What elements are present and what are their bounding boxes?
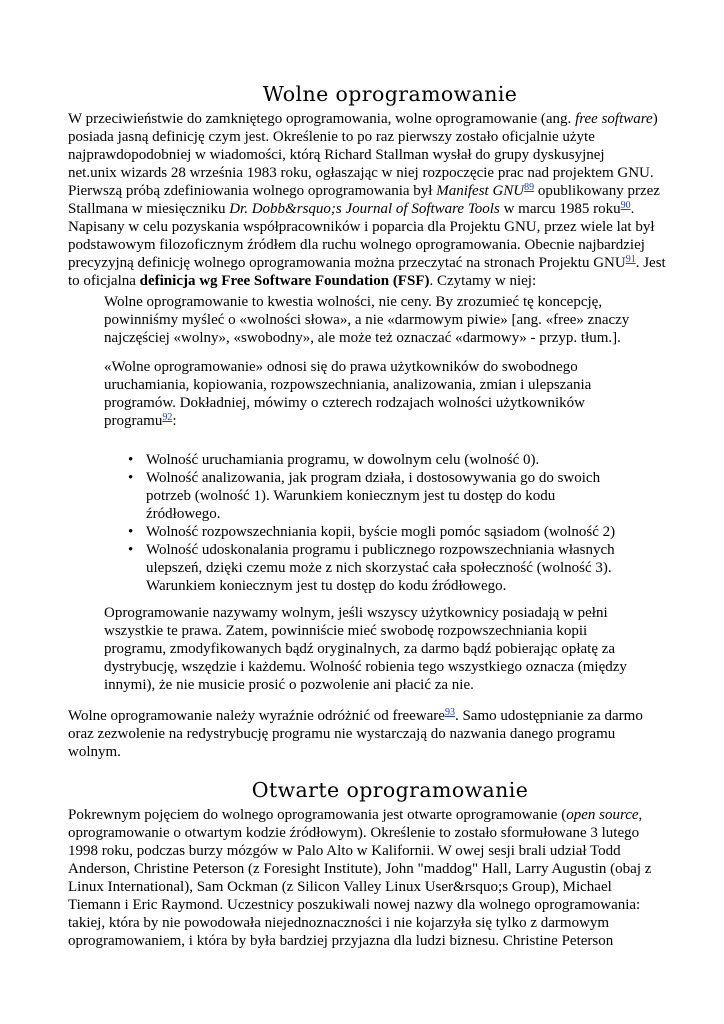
footnote-link-91[interactable]: 91 bbox=[625, 254, 636, 265]
text-line: net.unix wizards 28 września 1983 roku, ogłaszając w niej rozpoczęcie prac nad projektem GNU. bbox=[68, 165, 654, 181]
text-line: programów. Dokładniej, mówimy o czterech rodzajach wolności użytkowników bbox=[104, 395, 585, 411]
text-line: precyzyjną definicję wolnego oprogramowania można przeczytać na stronach Projektu GNU$^{91}$. Jest bbox=[68, 254, 666, 271]
text-line: posiada jasną definicję czym jest. Określenie to po raz pierwszy zostało oficjalnie użyte bbox=[68, 129, 595, 145]
text-line: wszystkie te prawa. Zatem, powinniście mieć swobodę rozpowszechniania kopii bbox=[104, 623, 588, 639]
text-line: Wolne oprogramowanie to kwestia wolności, nie ceny. By zrozumieć tę koncepcję, bbox=[104, 294, 603, 310]
text-line: to oficjalna definicja wg Free Software Foundation (FSF). Czytamy w niej: bbox=[68, 273, 537, 289]
text-line: wolnym. bbox=[68, 744, 121, 760]
section-heading-open-source: Otwarte oprogramowanie bbox=[251, 778, 529, 802]
open-source-paragraph bbox=[68, 806, 651, 950]
text-line: najczęściej «wolny», «swobodny», ale może też oznaczać «darmowy» - przyp. tłum.]. bbox=[104, 330, 621, 346]
text-line: uruchamiania, kopiowania, rozpowszechniania, analizowania, zmian i ulepszania bbox=[104, 377, 592, 393]
quote-paragraph-1 bbox=[104, 293, 629, 347]
text-line: Wolne oprogramowanie należy wyraźnie odróżnić od freeware$^{93}$. Samo udostępnianie za darmo bbox=[68, 707, 643, 724]
text-line: Pokrewnym pojęciem do wolnego oprogramowania jest otwarte oprogramowanie (open source, bbox=[68, 807, 643, 823]
text-line: Oprogramowanie nazywamy wolnym, jeśli wszyscy użytkownicy posiadają w pełni bbox=[104, 605, 608, 621]
text-line: Pierwszą próbą zdefiniowania wolnego oprogramowania był Manifest GNU$^{89}$ opublikowany przez bbox=[68, 182, 660, 199]
text-line: 1998 roku, podczas burzy mózgów w Palo Alto w Kalifornii. W owej sesji brali udział Todd bbox=[68, 843, 621, 859]
list-item: • Wolność uruchamiania programu, w dowolnym celu (wolność 0). bbox=[128, 451, 615, 469]
text-line: podstawowym filozoficznym źródłem dla ruchu wolnego oprogramowania. Obecnie najbardziej bbox=[68, 237, 645, 253]
text-line: Anderson, Christine Peterson (z Foresight Institute), John "maddog" Hall, Larry Augustin (obaj z bbox=[68, 861, 652, 877]
quote-paragraph-2 bbox=[104, 358, 591, 430]
text-line: najprawdopodobniej w wiadomości, którą Richard Stallman wysłał do grupy dyskusyjnej bbox=[68, 147, 605, 163]
freedoms-list bbox=[128, 451, 615, 595]
text-line: dystrybucję, wszędzie i każdemu. Wolność robienia tego wszystkiego oznacza (między bbox=[104, 659, 627, 675]
text-line: oprogramowanie o otwartym kodzie źródłowym). Określenie to zostało sformułowane 3 lutego bbox=[68, 825, 640, 841]
text-line: Tiemann i Eric Raymond. Uczestnicy poszukiwali nowej nazwy dla wolnego oprogramowania: bbox=[68, 897, 641, 913]
quote-paragraph-3 bbox=[104, 604, 627, 694]
intro-paragraph bbox=[68, 110, 666, 290]
text-line: takiej, która by nie powodowała niejednoznaczności i nie kojarzyła się tylko z darmowym bbox=[68, 915, 610, 931]
list-item: • Wolność analizowania, jak program działa, i dostosowywania go do swoich potrzeb (wolność 1). Warunkiem koniecznym jest tu dostęp do kodu źródłowego. bbox=[128, 469, 615, 523]
footnote-link-93[interactable]: 93 bbox=[444, 707, 455, 718]
freeware-paragraph bbox=[68, 707, 643, 761]
text-line: powinniśmy myśleć o «wolności słowa», a nie «darmowym piwie» [ang. «free» znaczy bbox=[104, 312, 630, 328]
footnote-link-90[interactable]: 90 bbox=[620, 200, 631, 211]
text-line: Napisany w celu pozyskania współpracowników i poparcia dla Projektu GNU, przez wiele lat był bbox=[68, 219, 655, 235]
footnote-link-89[interactable]: 89 bbox=[524, 182, 535, 193]
text-line: programu, zmodyfikowanych bądź oryginalnych, za darmo bądź pobierając opłatę za bbox=[104, 641, 616, 657]
section-heading-free-software: Wolne oprogramowanie bbox=[262, 82, 518, 106]
footnote-link-92[interactable]: 92 bbox=[162, 412, 173, 423]
text-line: Stallmana w miesięczniku Dr. Dobb&rsquo;s Journal of Software Tools w marcu 1985 roku$^{90}$. bbox=[68, 200, 635, 217]
text-line: W przeciwieństwie do zamkniętego oprogramowania, wolne oprogramowanie (ang. free software) bbox=[68, 111, 658, 127]
text-line: programu$^{92}$: bbox=[104, 412, 177, 429]
text-line: oraz zezwolenie na redystrybucję programu nie wystarczają do nazwania danego programu bbox=[68, 726, 616, 742]
list-item: • Wolność rozpowszechniania kopii, byście mogli pomóc sąsiadom (wolność 2) bbox=[128, 523, 615, 541]
list-item: • Wolność udoskonalania programu i publicznego rozpowszechniania własnych ulepszeń, dzięki czemu może z nich skorzystać cała społeczność (wolność 3). Warunkiem koniecznym jest tu dostęp do kodu źródłowego. bbox=[128, 541, 615, 595]
text-line: «Wolne oprogramowanie» odnosi się do prawa użytkowników do swobodnego bbox=[104, 359, 578, 375]
text-line: Linux International), Sam Ockman (z Silicon Valley Linux User&rsquo;s Group), Michael bbox=[68, 879, 612, 895]
text-line: innymi), że nie musicie prosić o pozwolenie ani płacić za nie. bbox=[104, 677, 474, 693]
fsf-definition-strong: definicja wg Free Software Foundation (FSF) bbox=[139, 273, 430, 289]
text-line: oprogramowaniem, i która by była bardziej przyjazna dla ludzi biznesu. Christine Peterson bbox=[68, 933, 614, 949]
